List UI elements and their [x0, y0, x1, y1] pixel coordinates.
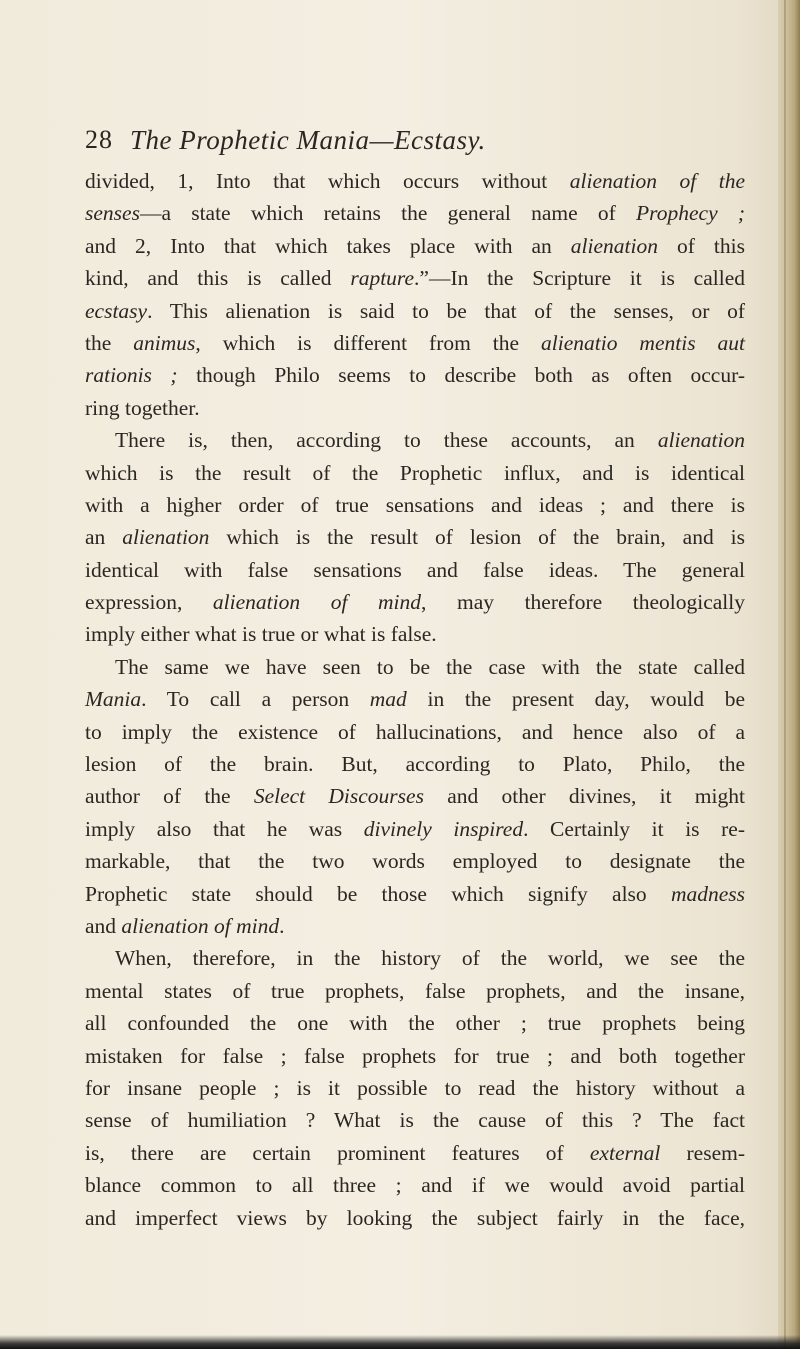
- text-segment: The same we have seen to be the case with the state called: [115, 654, 745, 679]
- text-segment: —a state which retains the general name of: [139, 201, 637, 226]
- text-segment: of this: [657, 233, 745, 258]
- italic-text: mad: [369, 687, 407, 712]
- italic-text: Prophecy ;: [636, 201, 745, 226]
- text-segment: .: [279, 913, 285, 938]
- text-segment: . Certainly it is re-: [523, 816, 745, 841]
- text-segment: identical with false sensations and false ideas. The general: [85, 557, 745, 582]
- text-segment: , which is different from the: [195, 330, 542, 355]
- text-segment: ring together.: [85, 395, 200, 420]
- body-text: [85, 165, 745, 1234]
- running-title: The Prophetic Mania—Ecstasy.: [130, 125, 486, 155]
- text-segment: kind, and this is called: [85, 266, 351, 291]
- text-segment: . To call a person: [141, 687, 370, 712]
- text-line: [85, 1007, 745, 1039]
- text-line: [85, 424, 745, 456]
- italic-text: ecstasy: [85, 298, 148, 323]
- text-segment: imply also that he was: [85, 816, 364, 841]
- text-line: [85, 845, 745, 877]
- text-line: [85, 262, 745, 294]
- text-segment: is, there are certain prominent features of: [85, 1140, 590, 1165]
- text-segment: all confounded the one with the other ; true prophets being: [85, 1011, 745, 1036]
- text-line: [85, 1202, 745, 1234]
- text-segment: resem-: [660, 1140, 746, 1165]
- text-line: [85, 554, 745, 586]
- text-segment: the: [85, 330, 134, 355]
- text-line: [85, 813, 745, 845]
- text-line: [85, 1040, 745, 1072]
- text-segment: and 2, Into that which takes place with an: [85, 233, 571, 258]
- text-line: [85, 748, 745, 780]
- italic-text: senses: [85, 201, 140, 226]
- text-line: [85, 489, 745, 521]
- italic-text: alienation: [657, 428, 745, 453]
- text-line: [85, 683, 745, 715]
- text-segment: . This alienation is said to be that of the senses, or of: [147, 298, 745, 323]
- text-line: [85, 716, 745, 748]
- page-number: 28: [85, 125, 113, 154]
- text-line: [85, 1169, 745, 1201]
- italic-text: alienatio mentis aut: [541, 330, 745, 355]
- italic-text: animus: [133, 330, 196, 355]
- italic-text: external: [589, 1140, 661, 1165]
- italic-text: rapture: [350, 266, 415, 291]
- italic-text: alienation: [570, 233, 658, 258]
- text-segment: expression,: [85, 590, 213, 615]
- text-line: [85, 618, 745, 650]
- text-segment: and imperfect views by looking the subject fairly in the face,: [85, 1205, 745, 1230]
- text-segment: , may therefore theologically: [421, 590, 745, 615]
- italic-text: alienation of mind: [212, 590, 422, 615]
- text-segment: to imply the existence of hallucinations, and hence also of a: [85, 719, 745, 744]
- text-segment: .”—In the Scripture it is called: [414, 266, 745, 291]
- text-line: [85, 1104, 745, 1136]
- text-line: [85, 910, 745, 942]
- text-segment: Prophetic state should be those which signify also: [85, 881, 671, 906]
- text-segment: with a higher order of true sensations and ideas ; and there is: [85, 492, 745, 517]
- italic-text: divinely inspired: [363, 816, 524, 841]
- text-segment: imply either what is true or what is false.: [85, 622, 437, 647]
- text-line: [85, 780, 745, 812]
- text-segment: and other divines, it might: [423, 784, 745, 809]
- text-line: [85, 942, 745, 974]
- text-segment: markable, that the two words employed to designate the: [85, 849, 745, 874]
- text-line: [85, 586, 745, 618]
- page-bottom-shadow: [0, 1335, 800, 1349]
- book-binding-edge: [778, 0, 800, 1349]
- page-header: [85, 125, 705, 165]
- text-line: [85, 165, 745, 197]
- text-line: [85, 878, 745, 910]
- text-segment: sense of humiliation ? What is the cause of this ? The fact: [85, 1108, 745, 1133]
- text-segment: lesion of the brain. But, according to Plato, Philo, the: [85, 752, 745, 777]
- text-line: [85, 457, 745, 489]
- italic-text: rationis ;: [85, 363, 178, 388]
- text-segment: author of the: [85, 784, 254, 809]
- text-segment: which is the result of the Prophetic influx, and is identical: [85, 460, 745, 485]
- italic-text: alienation of mind: [121, 913, 280, 938]
- text-line: [85, 359, 745, 391]
- text-line: [85, 521, 745, 553]
- text-segment: which is the result of lesion of the brain, and is: [209, 525, 745, 550]
- text-segment: for insane people ; is it possible to read the history without a: [85, 1075, 745, 1100]
- italic-text: Select Discourses: [253, 784, 424, 809]
- text-line: [85, 1072, 745, 1104]
- text-segment: mental states of true prophets, false prophets, and the insane,: [85, 978, 745, 1003]
- italic-text: madness: [670, 881, 745, 906]
- text-line: [85, 1137, 745, 1169]
- text-segment: When, therefore, in the history of the world, we see the: [115, 946, 745, 971]
- text-segment: though Philo seems to describe both as often occur-: [177, 363, 745, 388]
- text-segment: blance common to all three ; and if we would avoid partial: [85, 1173, 745, 1198]
- text-segment: in the present day, would be: [406, 687, 745, 712]
- italic-text: Mania: [85, 687, 142, 712]
- text-line: [85, 975, 745, 1007]
- text-line: [85, 392, 745, 424]
- text-segment: mistaken for false ; false prophets for true ; and both together: [85, 1043, 745, 1068]
- text-line: [85, 295, 745, 327]
- text-segment: divided, 1, Into that which occurs without: [85, 169, 570, 193]
- italic-text: alienation of the: [569, 169, 745, 193]
- text-line: [85, 327, 745, 359]
- text-segment: and: [85, 913, 122, 938]
- text-segment: There is, then, according to these accounts, an: [115, 428, 658, 453]
- text-line: [85, 651, 745, 683]
- text-line: [85, 230, 745, 262]
- italic-text: alienation: [122, 525, 210, 550]
- text-segment: an: [85, 525, 123, 550]
- text-line: [85, 197, 745, 229]
